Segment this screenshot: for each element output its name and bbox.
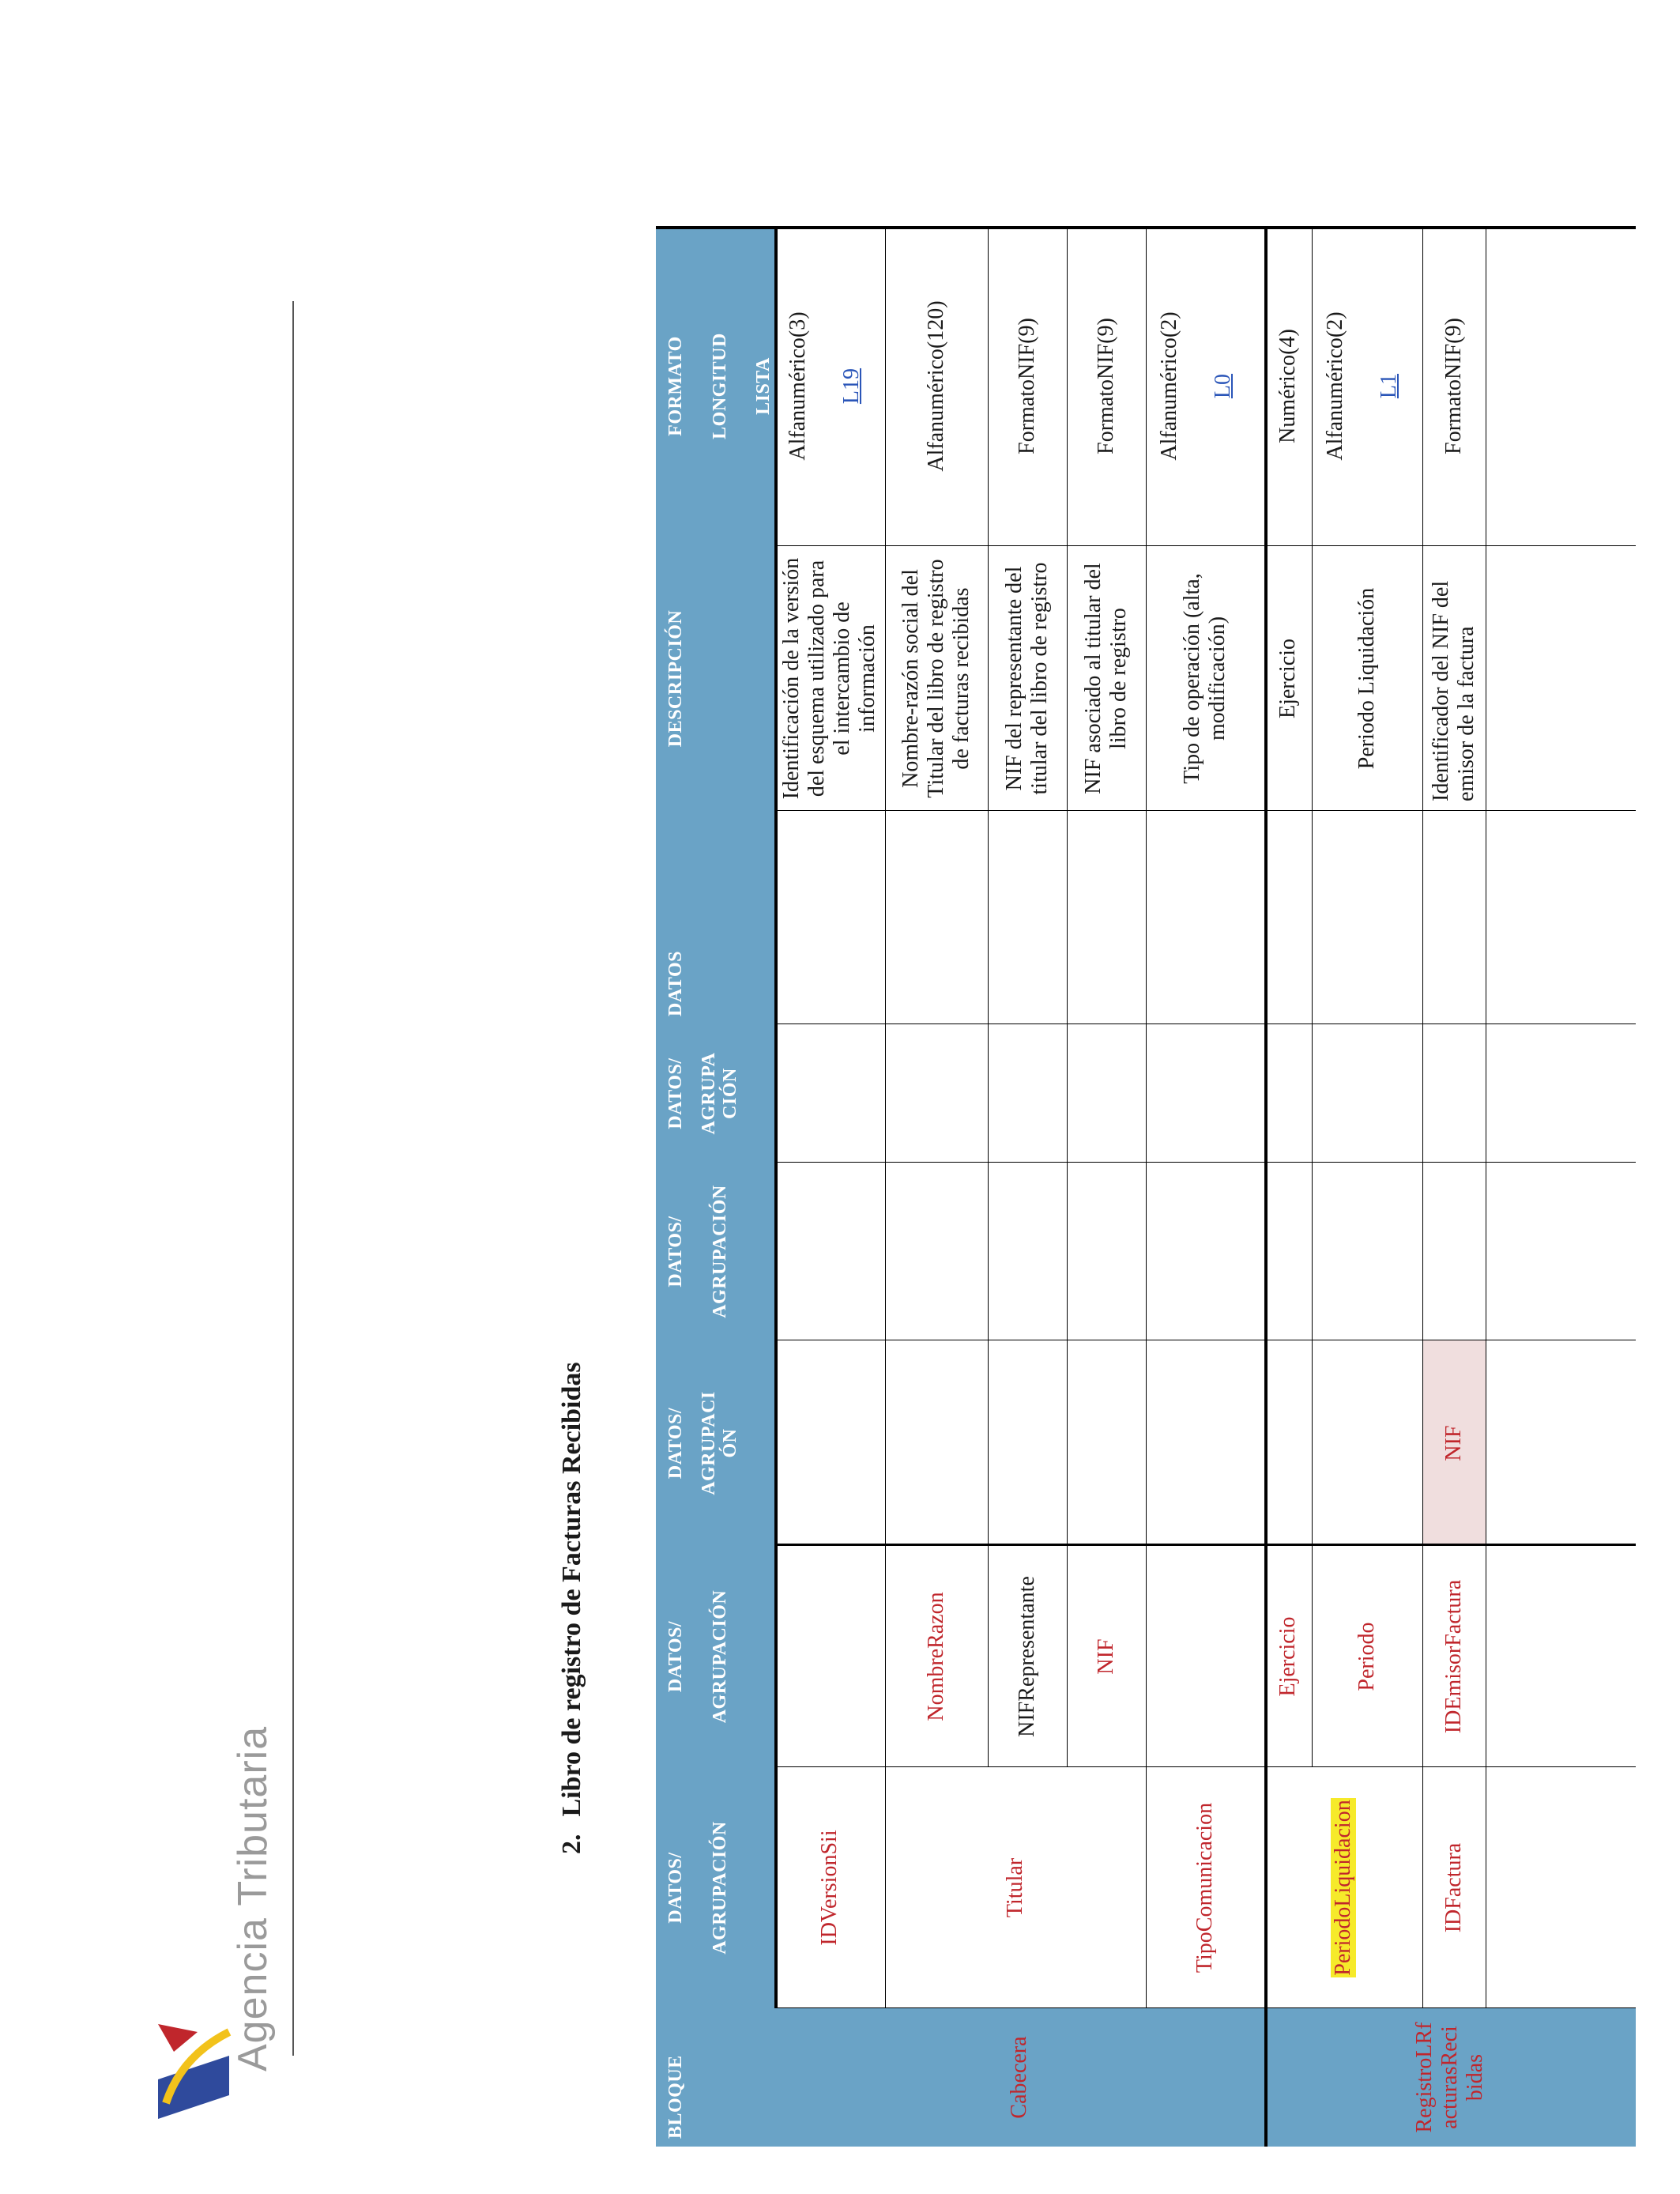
header-datos-3: DATOS/ AGRUPACI ÓN bbox=[656, 1340, 774, 1546]
field-titular: Titular bbox=[1002, 1857, 1027, 1918]
format-idversionsii: Alfanumérico(3) L19 bbox=[785, 311, 864, 461]
field-nif: NIF bbox=[1093, 1638, 1118, 1675]
col-divider bbox=[774, 1162, 1636, 1163]
header-datos-5: DATOS/ AGRUPA CIÓN bbox=[656, 1024, 774, 1163]
header-datos-2: DATOS/ AGRUPACIÓN bbox=[656, 1546, 774, 1767]
brand-name: Agencia Tributaria bbox=[230, 1725, 276, 2071]
format-nif: FormatoNIF(9) bbox=[1093, 318, 1118, 454]
records-table bbox=[656, 226, 1636, 2147]
list-link-l0[interactable]: L0 bbox=[1211, 373, 1236, 399]
list-link-l1[interactable]: L1 bbox=[1377, 373, 1402, 399]
col-divider bbox=[774, 1023, 1636, 1024]
format-nif-emisor: FormatoNIF(9) bbox=[1441, 318, 1466, 454]
header-rule bbox=[292, 301, 294, 2056]
row-divider bbox=[885, 226, 886, 2008]
col-divider bbox=[774, 545, 1636, 546]
row-divider bbox=[1264, 226, 1268, 2147]
col-divider bbox=[774, 810, 1636, 811]
section-number: 2. bbox=[557, 1834, 586, 1854]
desc-nif-emisor: Identificador del NIF del emisor de la factura bbox=[1428, 580, 1478, 801]
header-datos-6: DATOS bbox=[656, 811, 774, 1024]
format-ejercicio: Numérico(4) bbox=[1275, 329, 1300, 443]
header-datos-4: DATOS/ AGRUPACIÓN bbox=[656, 1163, 774, 1340]
col-divider bbox=[774, 1766, 1636, 1767]
field-nif-emisor: NIF bbox=[1422, 1340, 1486, 1546]
field-idemisorfactura: IDEmisorFactura bbox=[1441, 1579, 1466, 1734]
format-tipocomunicacion: Alfanumérico(2) L0 bbox=[1157, 311, 1236, 461]
col-divider bbox=[774, 1544, 1636, 1546]
row-divider bbox=[1067, 226, 1068, 1767]
field-tipocomunicacion: TipoComunicacion bbox=[1192, 1802, 1217, 1973]
format-nombrerazon: Alfanumérico(120) bbox=[923, 300, 948, 472]
row-divider bbox=[1146, 226, 1147, 2008]
field-idversionsii: IDVersionSii bbox=[816, 1830, 842, 1946]
field-periodoliquidacion: PeriodoLiquidacion bbox=[1330, 1800, 1355, 1976]
desc-idversionsii: Identificación de la versión del esquema utilizado para el intercambio de información bbox=[778, 557, 880, 800]
col-divider bbox=[656, 226, 1636, 229]
header-descripcion: DESCRIPCIÓN bbox=[656, 546, 774, 811]
desc-nifrepresentante: NIF del representante del titular del libro de registro bbox=[1001, 562, 1052, 795]
row-divider bbox=[1422, 226, 1423, 2008]
block-registro: RegistroLRf acturasReci bidas bbox=[1264, 2008, 1636, 2147]
desc-periodo: Periodo Liquidación bbox=[1354, 587, 1379, 770]
row-divider bbox=[988, 226, 989, 1767]
field-nombrerazon: NombreRazon bbox=[923, 1592, 948, 1721]
section-title-text: Libro de registro de Facturas Recibidas bbox=[557, 1362, 586, 1817]
agencia-tributaria-logo-icon bbox=[150, 2016, 237, 2127]
header-formato: FORMATO LONGITUD LISTA bbox=[656, 226, 774, 546]
desc-ejercicio: Ejercicio bbox=[1275, 638, 1300, 719]
format-nifrepresentante: FormatoNIF(9) bbox=[1014, 318, 1039, 454]
col-divider bbox=[774, 2007, 1636, 2008]
desc-nombrerazon: Nombre-razón social del Titular del libro de registro de facturas recibidas bbox=[898, 559, 974, 798]
format-periodo: Alfanumérico(2) L1 bbox=[1323, 311, 1402, 461]
block-cabecera: Cabecera bbox=[774, 2008, 1264, 2147]
desc-tipocomunicacion: Tipo de operación (alta, modificación) bbox=[1179, 573, 1230, 784]
section-title bbox=[557, 1362, 587, 1854]
field-idfactura: IDFactura bbox=[1441, 1842, 1466, 1933]
desc-nif: NIF asociado al titular del libro de registro bbox=[1080, 563, 1131, 794]
row-divider bbox=[1312, 226, 1313, 1767]
header-datos-1: DATOS/ AGRUPACIÓN bbox=[656, 1767, 774, 2008]
field-ejercicio: Ejercicio bbox=[1275, 1616, 1300, 1697]
field-nifrepresentante: NIFRepresentante bbox=[1014, 1576, 1039, 1737]
row-divider bbox=[774, 226, 778, 2008]
field-periodo: Periodo bbox=[1354, 1622, 1379, 1691]
list-link-l19[interactable]: L19 bbox=[839, 368, 864, 405]
header-bloque: BLOQUE bbox=[656, 2008, 774, 2147]
